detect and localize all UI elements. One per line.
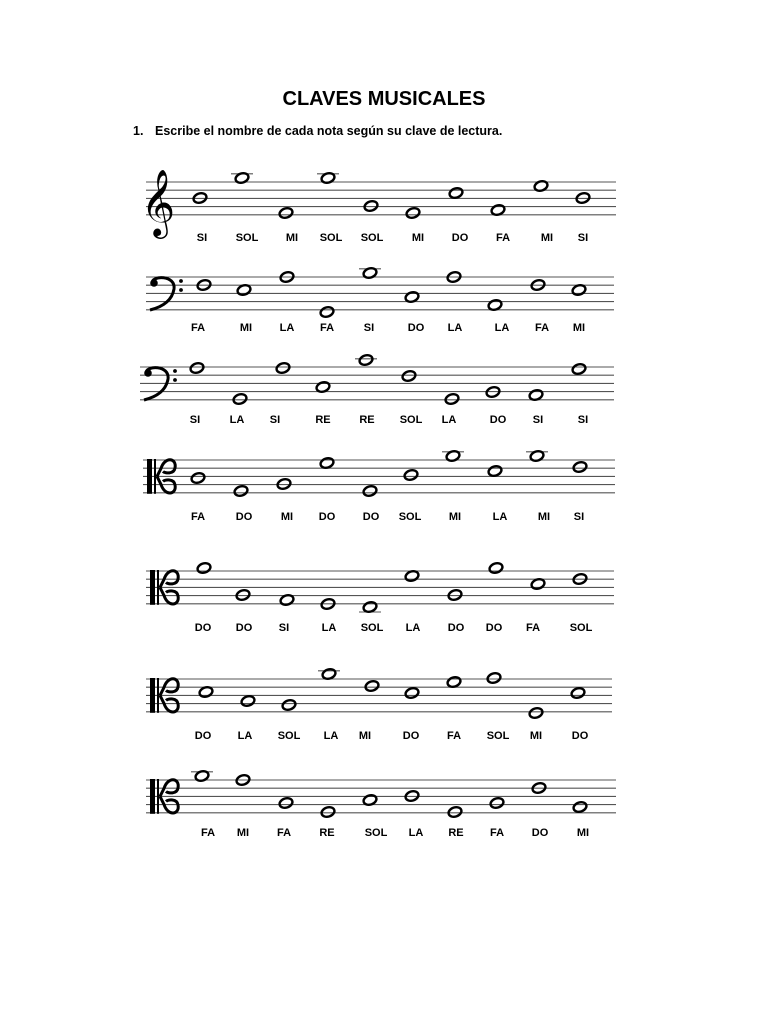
note-name-label: LA [494,322,510,334]
note-name-label: FA [276,827,292,839]
note-name-label: SOL [360,622,384,634]
note-name-label: MI [236,827,250,839]
staff-row [140,354,614,426]
whole-note-icon [488,562,503,575]
note-name-label: SOL [360,232,384,244]
whole-note-icon [486,672,501,685]
note-name-label: DO [451,232,469,244]
note-name-label: SOL [398,511,422,523]
whole-note-icon [276,478,291,491]
whole-note-icon [571,363,586,376]
note-name-label: DO [571,730,589,742]
note-name-label: FA [319,322,335,334]
note-name-label: DO [194,730,212,742]
page-title: CLAVES MUSICALES [282,88,486,110]
note-name-label: MI [529,730,543,742]
note-name-label: FA [495,232,511,244]
note-name-label: RE [315,414,331,426]
note-name-label: DO [402,730,420,742]
note-name-label: MI [537,511,551,523]
whole-note-icon [444,393,459,406]
whole-note-icon [572,801,587,814]
whole-note-icon [404,687,419,700]
whole-note-icon [446,676,461,689]
note-name-label: MI [358,730,372,742]
note-name-label: SI [278,622,290,634]
exercise-text: Escribe el nombre de cada nota según su clave de lectura. [155,124,503,138]
note-name-label: SOL [319,232,343,244]
whole-note-icon [489,797,504,810]
staff-row [146,668,612,742]
whole-note-icon [278,207,293,220]
note-name-label: SOL [235,232,259,244]
whole-note-icon [358,354,373,367]
whole-note-icon [570,687,585,700]
note-name-label: MI [280,511,294,523]
whole-note-icon [278,797,293,810]
whole-note-icon [275,362,290,375]
note-name-label: RE [319,827,335,839]
whole-note-icon [448,187,463,200]
whole-note-icon [447,806,462,819]
whole-note-icon [196,562,211,575]
note-name-label: RE [448,827,464,839]
note-name-label: DO [194,622,212,634]
note-name-label: DO [489,414,507,426]
note-name-label: SI [189,414,201,426]
note-name-label: SOL [569,622,593,634]
note-name-label: LA [237,730,253,742]
note-name-label: FA [200,827,216,839]
note-name-label: FA [446,730,462,742]
staff-row [146,267,614,334]
note-name-label: LA [323,730,339,742]
note-name-label: DO [362,511,380,523]
note-name-label: LA [492,511,508,523]
whole-note-icon [190,472,205,485]
note-name-label: DO [447,622,465,634]
note-name-label: FA [190,511,206,523]
note-name-label: FA [190,322,206,334]
note-name-label: SOL [364,827,388,839]
note-name-label: FA [489,827,505,839]
whole-note-icon [281,699,296,712]
whole-note-icon [319,306,334,319]
whole-note-icon [319,457,334,470]
staff-row [146,562,614,634]
note-name-label: SI [269,414,281,426]
whole-note-icon [487,465,502,478]
whole-note-icon [235,589,250,602]
note-name-label: DO [531,827,549,839]
note-name-label: MI [239,322,253,334]
exercise-number: 1. [133,124,144,138]
note-name-label: LA [321,622,337,634]
whole-note-icon [320,806,335,819]
note-name-label: LA [447,322,463,334]
note-name-label: SI [363,322,375,334]
note-name-label: MI [576,827,590,839]
note-name-label: DO [318,511,336,523]
whole-note-icon [403,469,418,482]
whole-note-icon [363,200,378,213]
note-name-label: DO [235,622,253,634]
note-name-label: LA [405,622,421,634]
note-name-label: SOL [277,730,301,742]
whole-note-icon [447,589,462,602]
note-name-label: SI [577,414,589,426]
whole-note-icon [189,362,204,375]
note-name-label: SOL [399,414,423,426]
note-name-label: MI [285,232,299,244]
note-name-label: LA [441,414,457,426]
note-name-label: MI [411,232,425,244]
note-name-label: SI [532,414,544,426]
note-name-label: DO [485,622,503,634]
whole-note-icon [528,707,543,720]
note-name-label: SOL [486,730,510,742]
note-name-label: FA [534,322,550,334]
note-name-label: DO [407,322,425,334]
note-name-label: SI [196,232,208,244]
note-name-label: DO [235,511,253,523]
treble-clef-icon: 𝄞 [140,168,176,236]
whole-note-icon [362,485,377,498]
whole-note-icon [405,207,420,220]
whole-note-icon [240,695,255,708]
note-name-label: MI [572,322,586,334]
staff-row [146,770,616,839]
note-name-label: LA [408,827,424,839]
whole-note-icon [233,485,248,498]
note-name-label: SI [573,511,585,523]
note-name-label: FA [525,622,541,634]
note-name-label: LA [229,414,245,426]
whole-note-icon [232,393,247,406]
whole-note-icon [572,461,587,474]
note-name-label: SI [577,232,589,244]
staff-row [141,168,616,244]
staff-row [143,450,615,523]
whole-note-icon [364,680,379,693]
note-name-label: LA [279,322,295,334]
note-name-label: MI [540,232,554,244]
note-name-label: RE [359,414,375,426]
whole-note-icon [401,370,416,383]
note-name-label: MI [448,511,462,523]
